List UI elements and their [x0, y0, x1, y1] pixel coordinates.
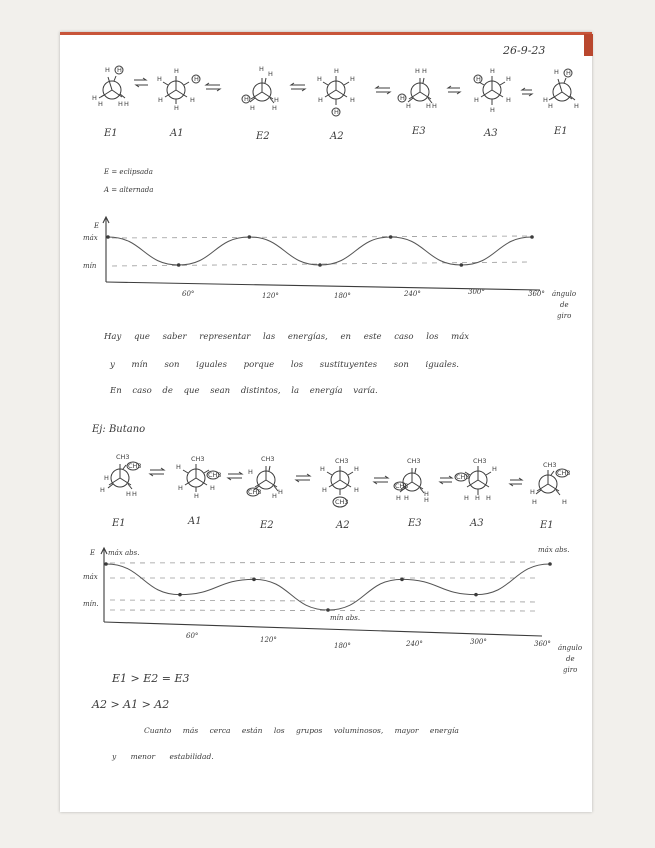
legend-staggered: A = alternada [104, 186, 154, 194]
svg-text:H: H [492, 465, 497, 473]
svg-text:CH3: CH3 [208, 471, 222, 479]
svg-text:H: H [490, 106, 495, 114]
svg-text:H: H [190, 96, 195, 104]
svg-text:H: H [174, 67, 179, 75]
butane-point-120 [252, 578, 256, 582]
butane-label-e3: E3 [408, 518, 422, 529]
chart2-xtitle-3: giro [563, 666, 578, 674]
ethane-label-a2: A2 [330, 131, 344, 142]
butane-energy-curve [106, 564, 550, 610]
svg-text:H: H [334, 108, 339, 116]
svg-text:H: H [548, 102, 553, 110]
svg-text:CH3: CH3 [473, 457, 487, 465]
svg-text:H: H [272, 104, 277, 112]
svg-text:H: H [318, 96, 323, 104]
chart2-xtitle-1: ángulo [558, 644, 583, 652]
svg-text:H: H [117, 66, 122, 74]
svg-text:H: H [475, 494, 480, 502]
ethane-label-e2: E2 [256, 131, 270, 142]
chart2-xtitle-2: de [566, 655, 575, 663]
chart1-min-label: mín [83, 262, 97, 270]
svg-text:H: H [320, 465, 325, 473]
butane-point-180 [326, 608, 330, 612]
svg-text:H: H [424, 490, 429, 498]
butane-label-a2: A2 [336, 520, 350, 531]
svg-text:H: H [118, 100, 123, 108]
butane-label-a3: A3 [470, 518, 484, 529]
butane-point-60 [178, 593, 182, 597]
svg-text:H: H [422, 67, 427, 75]
svg-text:H: H [350, 75, 355, 83]
svg-text:H: H [250, 104, 255, 112]
svg-text:H: H [562, 498, 567, 506]
chart2-minabs-label: mín abs. [330, 614, 361, 622]
svg-text:H: H [406, 102, 411, 110]
ethane-label-e1-end: E1 [554, 126, 568, 137]
ethane-label-a3: A3 [484, 128, 498, 139]
chart1-xtitle-2: de [560, 301, 569, 309]
chart1-tick-240: 240° [404, 290, 421, 298]
svg-text:CH3: CH3 [261, 455, 275, 463]
svg-text:CH3: CH3 [335, 457, 349, 465]
note-line-3: En caso de que sean distintos, la energía varía. [110, 386, 378, 396]
butane-title: Ej: Butano [92, 424, 146, 435]
svg-text:H: H [543, 96, 548, 104]
svg-text:H: H [259, 65, 264, 73]
svg-text:H: H [194, 75, 199, 83]
svg-text:H: H [530, 488, 535, 496]
svg-text:H: H [486, 494, 491, 502]
svg-text:H: H [476, 75, 481, 83]
svg-text:H: H [272, 492, 277, 500]
chart1-tick-360: 360° [528, 290, 545, 298]
chart1-tick-180: 180° [334, 292, 351, 300]
svg-text:H: H [158, 96, 163, 104]
svg-text:H: H [126, 490, 131, 498]
svg-text:H: H [532, 498, 537, 506]
svg-text:H: H [248, 468, 253, 476]
chart2-tick-300: 300° [470, 638, 487, 646]
chart2-maxabs-label: máx abs. [108, 549, 140, 557]
chart2-min-label: mín. [83, 600, 99, 608]
svg-text:H: H [354, 486, 359, 494]
svg-text:H: H [490, 67, 495, 75]
svg-text:H: H [464, 494, 469, 502]
svg-text:H: H [124, 100, 129, 108]
chart2-tick-240: 240° [406, 640, 423, 648]
svg-text:H: H [322, 486, 327, 494]
chart2-tick-360: 360° [534, 640, 551, 648]
svg-text:H: H [274, 96, 279, 104]
svg-text:CH3: CH3 [456, 473, 470, 481]
svg-text:H: H [432, 102, 437, 110]
chart1-xtitle-3: giro [557, 312, 572, 320]
inequality-eclipsed: E1 > E2 = E3 [112, 672, 190, 685]
note-line-1: Hay que saber representar las energías, en este caso los máx [104, 332, 470, 342]
ethane-label-a1: A1 [170, 128, 184, 139]
svg-text:H: H [174, 104, 179, 112]
butane-point-0 [104, 562, 108, 566]
chart1-tick-120: 120° [262, 292, 279, 300]
svg-text:CH3: CH3 [557, 469, 571, 477]
svg-text:H: H [98, 100, 103, 108]
svg-text:H: H [157, 75, 162, 83]
svg-text:H: H [132, 490, 137, 498]
svg-text:H: H [334, 67, 339, 75]
svg-text:H: H [396, 494, 401, 502]
svg-text:CH3: CH3 [335, 498, 349, 506]
svg-text:H: H [244, 95, 249, 103]
date: 26-9-23 [503, 44, 546, 57]
svg-text:H: H [268, 70, 273, 78]
svg-text:H: H [415, 67, 420, 75]
svg-text:H: H [105, 66, 110, 74]
conclusion-line-1: Cuanto más cerca están los grupos voluminosos, mayor energía [144, 726, 459, 735]
svg-text:H: H [574, 102, 579, 110]
chart2-min-line [110, 600, 540, 602]
butane-label-e1: E1 [112, 518, 126, 529]
svg-text:H: H [104, 474, 109, 482]
svg-text:CH3: CH3 [543, 461, 557, 469]
butane-label-e2: E2 [260, 520, 274, 531]
svg-text:H: H [554, 68, 559, 76]
svg-text:H: H [92, 94, 97, 102]
inequality-staggered: A2 > A1 > A2 [92, 698, 170, 711]
chart2-max-label: máx [83, 573, 98, 581]
chart2-maxabs-right-label: máx abs. [538, 546, 570, 554]
chart2-x-axis [104, 622, 542, 636]
svg-text:H: H [426, 102, 431, 110]
svg-text:H: H [354, 465, 359, 473]
svg-text:H: H [506, 75, 511, 83]
ethane-label-e3: E3 [412, 126, 426, 137]
svg-text:CH3: CH3 [407, 457, 421, 465]
svg-text:H: H [194, 492, 199, 500]
svg-text:CH3: CH3 [248, 488, 262, 496]
butane-point-240 [400, 578, 404, 582]
svg-text:H: H [424, 496, 429, 504]
svg-text:H: H [474, 96, 479, 104]
chart1-max-label: máx [83, 234, 98, 242]
chart2-tick-120: 120° [260, 636, 277, 644]
svg-text:H: H [210, 484, 215, 492]
svg-text:CH3: CH3 [395, 482, 409, 490]
chart1-tick-300: 300° [468, 288, 485, 296]
butane-point-300 [474, 593, 478, 597]
butane-label-e1-end: E1 [540, 520, 554, 531]
svg-text:H: H [400, 94, 405, 102]
chart1-e-label: E [94, 222, 100, 230]
svg-text:H: H [317, 75, 322, 83]
svg-text:H: H [278, 488, 283, 496]
legend-eclipsed: E = eclipsada [104, 168, 153, 176]
svg-text:CH3: CH3 [116, 453, 130, 461]
chart1-xtitle-1: ángulo [552, 290, 577, 298]
conclusion-line-2: y menor estabilidad. [112, 752, 214, 761]
svg-text:H: H [350, 96, 355, 104]
butane-point-360 [548, 562, 552, 566]
note-line-2: y mín son iguales porque los sustituyentes son iguales. [110, 360, 460, 370]
svg-text:H: H [566, 69, 571, 77]
svg-text:H: H [506, 96, 511, 104]
chart2-tick-60: 60° [186, 632, 199, 640]
svg-text:H: H [100, 486, 105, 494]
chart2-maxabs-line [110, 562, 540, 563]
chart2-e-label: E [90, 549, 96, 557]
svg-text:H: H [176, 463, 181, 471]
chart2-tick-180: 180° [334, 642, 351, 650]
svg-text:H: H [404, 494, 409, 502]
ethane-label-e1: E1 [104, 128, 118, 139]
butane-label-a1: A1 [188, 516, 202, 527]
svg-text:H: H [178, 484, 183, 492]
chart1-tick-60: 60° [182, 290, 195, 298]
svg-text:CH3: CH3 [191, 455, 205, 463]
svg-text:CH3: CH3 [128, 462, 142, 470]
